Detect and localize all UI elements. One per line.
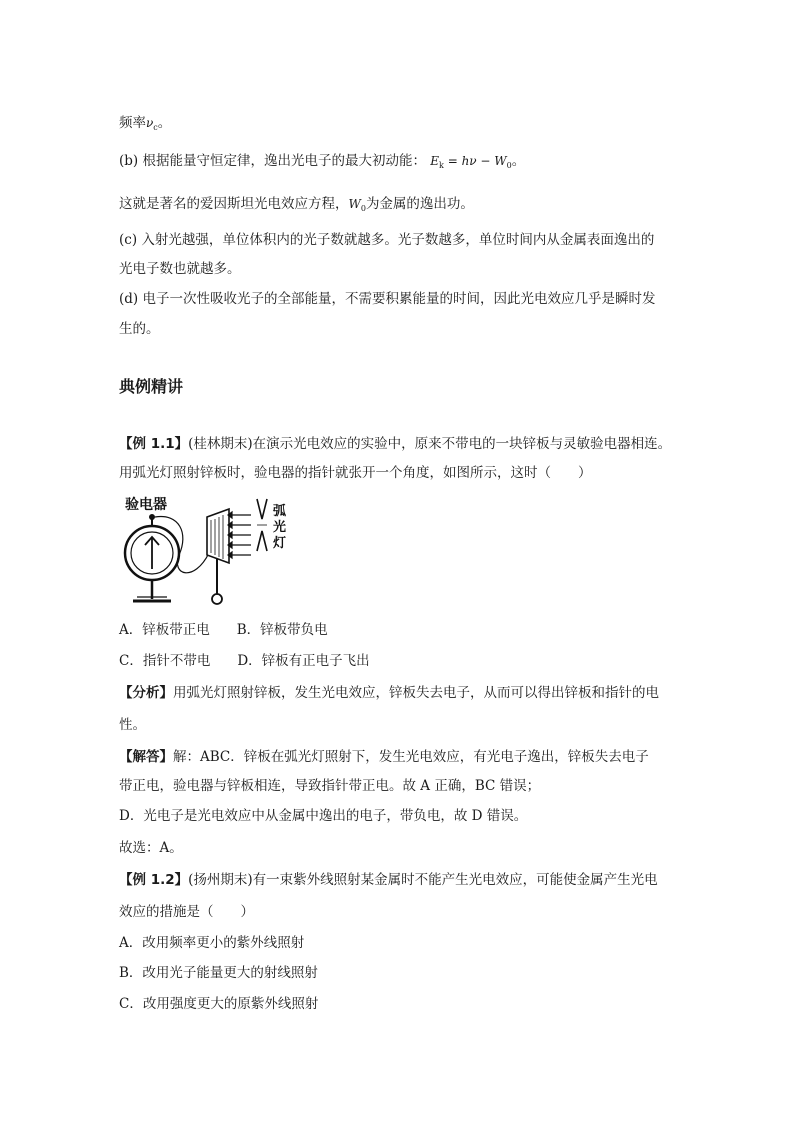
section-heading: 典例精讲 <box>119 377 184 396</box>
answer-tag: 【解答】 <box>119 749 173 765</box>
symbol-w0: $W_0$ <box>348 197 366 213</box>
electroscope-figure <box>119 493 319 612</box>
analysis-line-2: 性。 <box>119 717 146 733</box>
option-b: B．锌板带负电 <box>236 622 328 638</box>
electroscope-knob <box>149 514 155 520</box>
arc-lamp-lower-electrode <box>257 531 267 551</box>
einstein-equation: $E_k = h\nu - W_0$ <box>430 154 512 170</box>
example-2-option-c: C．改用强度更大的原紫外线照射 <box>119 996 319 1012</box>
answer-line-4: 故选：A。 <box>119 840 183 856</box>
analysis-tag: 【分析】 <box>119 685 173 701</box>
figure-label-light: 光 <box>273 520 287 535</box>
line-text: (扬州期末)有一束紫外线照射某金属时不能产生光电效应，可能使金属产生光电 <box>188 872 658 888</box>
line-text: 。 <box>511 153 526 169</box>
option-d: D．锌板有正电子飞出 <box>237 653 370 669</box>
figure-label-lamp: 灯 <box>273 536 287 551</box>
text-line: 生的。 <box>119 321 160 337</box>
arc-lamp-upper-electrode <box>257 499 267 519</box>
answer-line-1 <box>119 748 649 766</box>
line-text: (桂林期末)在演示光电效应的实验中，原来不带电的一块锌板与灵敏验电器相连。 <box>188 436 672 452</box>
answer-line-2: 带正电，验电器与锌板相连，导致指针带正电。故 A 正确，BC 错误； <box>119 778 541 794</box>
example-tag: 【例 1.1】 <box>119 436 189 452</box>
line-text: 这就是著名的爱因斯坦光电效应方程， <box>119 196 349 212</box>
symbol-nu: $\nu_c$ <box>146 116 158 132</box>
text-line: (c) 入射光越强，单位体积内的光子数就越多。光子数越多，单位时间内从金属表面逸出的 <box>119 232 655 248</box>
text-line: 光电子数也就越多。 <box>119 261 241 277</box>
figure-label-electroscope: 验电器 <box>125 497 167 513</box>
example-2-option-a: A．改用频率更小的紫外线照射 <box>119 935 305 951</box>
line-text: (b) 根据能量守恒定律，逸出光电子的最大初动能： <box>119 153 426 169</box>
example-2-line-2: 效应的措施是（ ） <box>119 904 254 920</box>
line-text: 。 <box>157 115 172 131</box>
line-text: 用弧光灯照射锌板，发生光电效应，锌板失去电子，从而可以得出锌板和指针的电 <box>173 685 659 701</box>
zinc-plate <box>207 509 229 563</box>
options-row-cd <box>119 652 370 670</box>
figure-label-arc: 弧 <box>273 504 287 519</box>
line-text: 频率 <box>119 115 146 131</box>
line-text: 为金属的逸出功。 <box>365 196 474 212</box>
example-tag: 【例 1.2】 <box>119 872 189 888</box>
text-line <box>119 152 525 175</box>
example-1-line-2: 用弧光灯照射锌板时，验电器的指针就张开一个角度，如图所示，这时（ ） <box>119 465 592 481</box>
line-text: 解：ABC．锌板在弧光灯照射下，发生光电效应，有光电子逸出，锌板失去电子 <box>173 749 649 765</box>
example-2-option-b: B．改用光子能量更大的射线照射 <box>119 965 318 981</box>
text-line <box>119 195 474 218</box>
answer-line-3: D．光电子是光电效应中从金属中逸出的电子，带负电，故 D 错误。 <box>119 808 528 824</box>
text-line: (d) 电子一次性吸收光子的全部能量，不需要积累能量的时间，因此光电效应几乎是瞬时发 <box>119 291 656 307</box>
option-a: A．锌板带正电 <box>119 622 210 638</box>
options-row-ab <box>119 621 328 639</box>
figure-svg <box>119 493 319 608</box>
text-line <box>119 114 171 137</box>
analysis-line-1 <box>119 684 659 702</box>
example-2-line-1 <box>119 871 658 889</box>
option-c: C．指针不带电 <box>119 653 211 669</box>
example-1-line-1 <box>119 435 671 453</box>
light-rays <box>228 512 251 558</box>
